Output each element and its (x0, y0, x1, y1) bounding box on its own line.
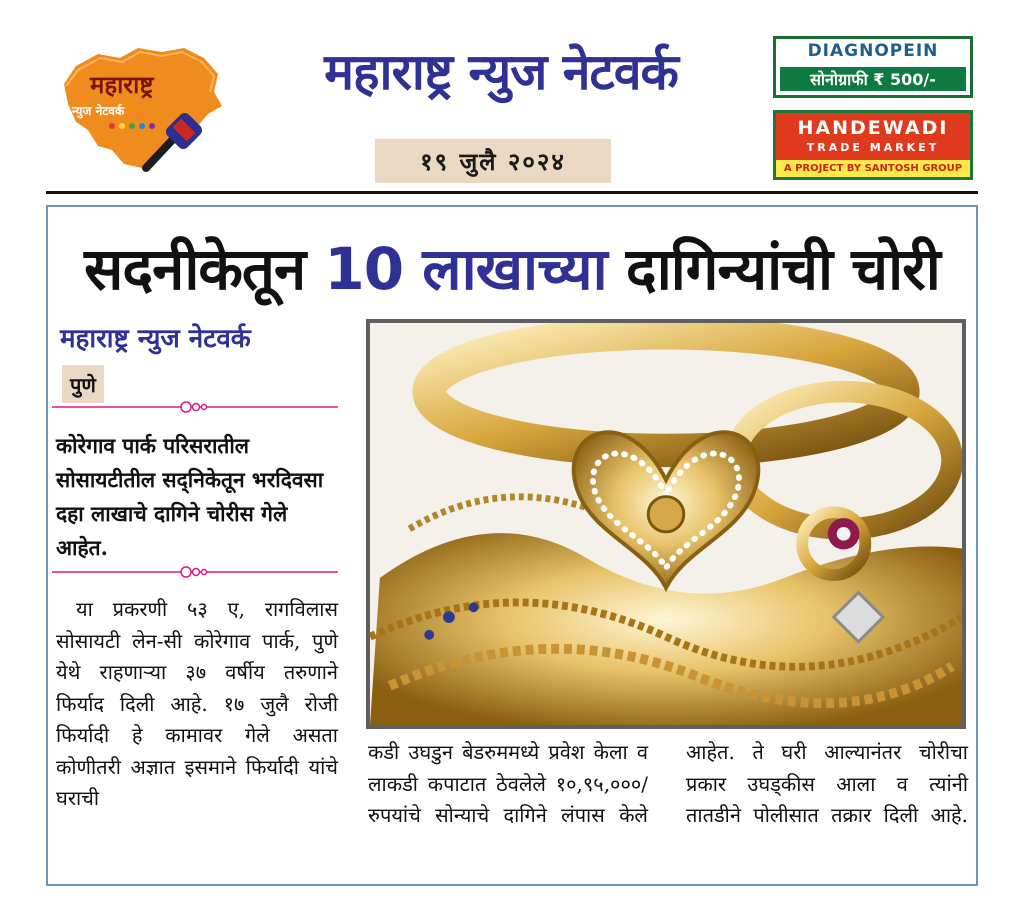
issue-date: १९ जुलै २०२४ (375, 139, 611, 183)
logo-title: महाराष्ट्र (90, 70, 154, 99)
header-rule (46, 191, 978, 194)
headline (48, 227, 976, 306)
headline-accent: 10 लाखाच्या (324, 235, 607, 303)
gold-jewellery-image (370, 323, 962, 725)
ad-handewadi-tagline: A PROJECT BY SANTOSH GROUP (776, 160, 970, 177)
ad-diagnopein-offer: सोनोग्राफी ₹ 500/- (780, 67, 966, 91)
ad-handewadi-subtitle: TRADE MARKET (806, 141, 940, 154)
dateline-city: पुणे (62, 365, 104, 403)
microphone-icon (136, 110, 206, 174)
ad-handewadi[interactable] (773, 110, 973, 180)
masthead-title: महाराष्ट्र न्युज नेटवर्क (324, 43, 678, 101)
logo (58, 44, 228, 172)
byline: महाराष्ट्र न्युज नेटवर्क (60, 324, 251, 354)
body-column-1: या प्रकरणी ५३ ए, रागविलास सोसायटी लेन-सी कोरेगाव पार्क, पुणे येथे राहणाऱ्या ३७ वर्षीय तरुणाने फिर्याद दिली आहे. १७ जुलै रोजी फिर्यादी हे कामावर गेले असता कोणीतरी अज्ञात इसमाने फिर्यादी यांचे घराची (56, 597, 338, 810)
ad-diagnopein[interactable] (773, 36, 973, 98)
body-column-3: आहेत. ते घरी आल्यानंतर चोरीचा प्रकार उघड्कीस आला व त्यांनी तातडीने पोलीसात तक्रार दिली आहे. (686, 740, 968, 827)
ad-diagnopein-brand: DIAGNOPEIN (807, 41, 939, 61)
ad-handewadi-name: HANDEWADI (797, 117, 949, 139)
body-column-2: कडी उघडुन बेडरुममध्ये प्रवेश केला व लाकडी कपाटात ठेवलेले १०,९५,०००/रुपयांचे सोन्याचे दागिने लंपास केले (368, 740, 648, 827)
logo-subtitle: न्युज नेटवर्क (72, 104, 125, 118)
ornament-divider-icon (52, 565, 338, 579)
article (46, 205, 978, 886)
headline-part1: सदनीकेतून (84, 235, 306, 303)
lead-paragraph: कोरेगाव पार्क परिसरातील सोसायटीतील सद्निकेतून भरदिवसा दहा लाखाचे दागिने चोरीस गेले आहेत. (56, 433, 324, 560)
jewellery-photo (366, 319, 966, 729)
ornament-divider-icon (52, 400, 338, 414)
headline-part2: दागिन्यांची चोरी (625, 235, 940, 303)
